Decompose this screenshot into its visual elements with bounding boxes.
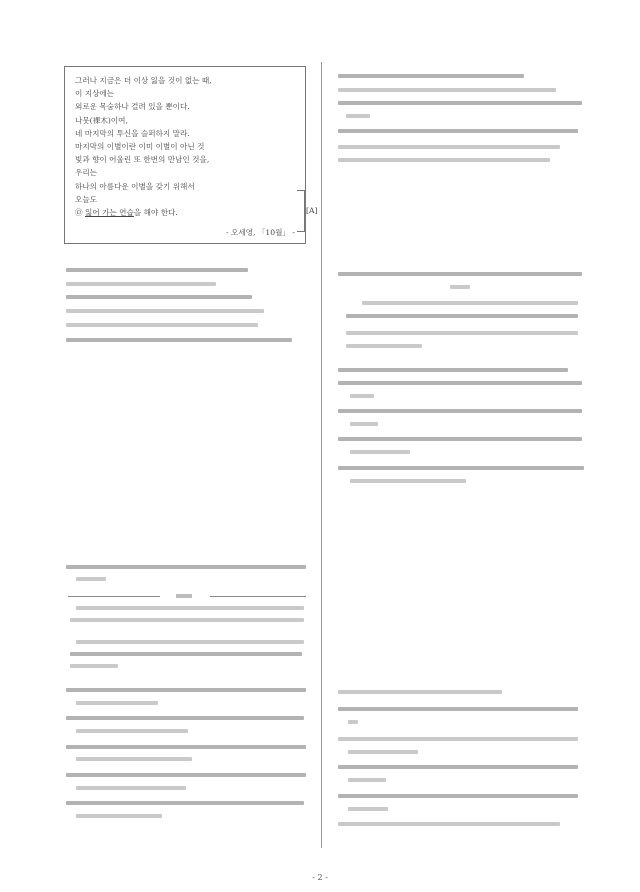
poem-line: 우리는 (75, 168, 98, 178)
column-divider (321, 62, 322, 848)
poem-line-end: 을 해야 한다. (133, 208, 178, 218)
poem-excerpt-box (64, 66, 318, 244)
underlined-phrase: 잃어 가는 연습 (85, 208, 134, 218)
bracket-marker (297, 190, 305, 232)
poem-marker: ㉤ (75, 208, 86, 218)
poem-line-last (75, 206, 297, 219)
poem-line: 외로운 목숨하나 걸려 있을 뿐이다. (75, 102, 190, 112)
poem-line: 이 지상에는 (75, 89, 115, 99)
poem-line: 마지막의 이별이란 이미 이별이 아닌 것 (75, 142, 205, 152)
poem-source: - 오세영, 「10월」 - (226, 228, 295, 237)
bracket-label: [A] (306, 206, 318, 215)
page-number: - 2 - (312, 873, 328, 882)
poem-line: 하나의 아름다운 이별을 갖기 위해서 (75, 181, 195, 191)
poem-line: 빛과 향이 어울린 또 한번의 만남인 것을, (75, 155, 210, 165)
poem-line: 오늘도 (75, 194, 98, 204)
poem-line: 나뭇(裸木)이여, (75, 115, 128, 125)
poem-line: 네 마지막의 투신을 슬퍼하지 말라. (75, 128, 190, 138)
poem-line: 그러나 지금은 더 이상 잃을 것이 없는 때, (75, 76, 212, 85)
